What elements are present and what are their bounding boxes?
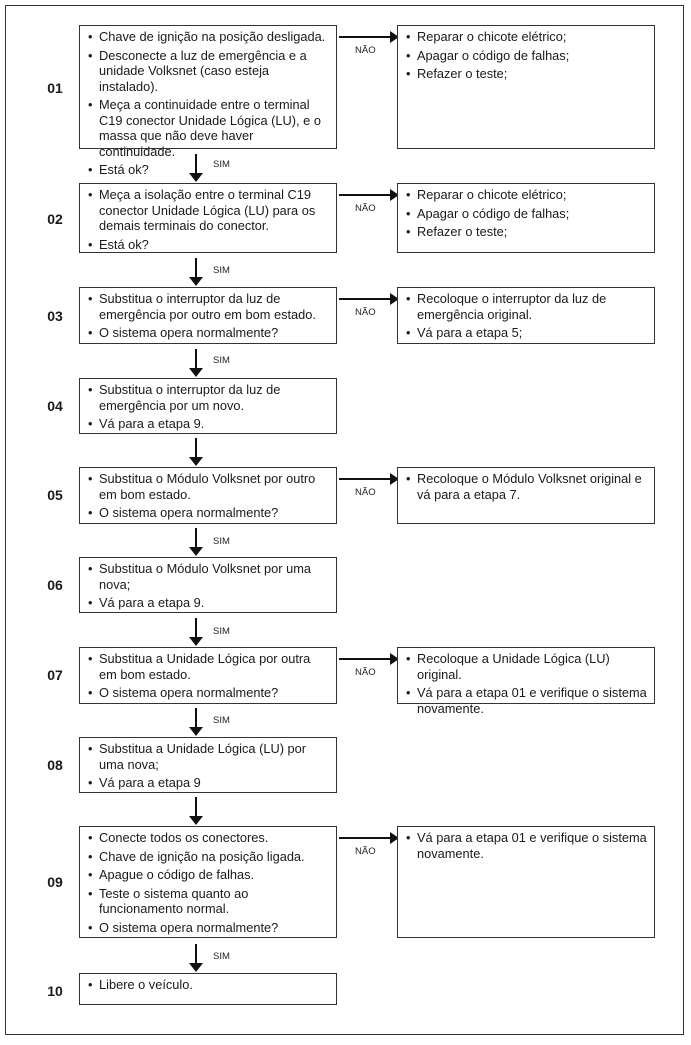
down-arrow-05 xyxy=(188,528,204,556)
step-03-item: • Substitua o interruptor da luz de emergência por outro em bom estado. xyxy=(88,291,330,322)
no-label-02: NÃO xyxy=(355,203,376,214)
step-01-item: • Chave de ignição na posição desligada. xyxy=(88,29,330,45)
step-09-no-box xyxy=(397,826,655,938)
step-07-no-item: • Vá para a etapa 01 e verifique o sistema novamente. xyxy=(406,685,648,716)
no-arrow-01 xyxy=(339,31,399,43)
no-arrow-07 xyxy=(339,653,399,665)
step-09-box xyxy=(79,826,337,938)
yes-label-02: SIM xyxy=(213,265,230,276)
down-arrow-01 xyxy=(188,154,204,182)
step-05-no-box xyxy=(397,467,655,524)
step-02-item: • Está ok? xyxy=(88,237,330,253)
step-01-item: • Desconecte a luz de emergência e a unidade Volksnet (caso esteja instalado). xyxy=(88,48,330,95)
down-arrow-08 xyxy=(188,797,204,825)
step-01-no-box xyxy=(397,25,655,149)
yes-label-07: SIM xyxy=(213,715,230,726)
step-09-item: • Teste o sistema quanto ao funcionamento normal. xyxy=(88,886,330,917)
step-05-no-item: • Recoloque o Módulo Volksnet original e vá para a etapa 7. xyxy=(406,471,648,502)
step-05-box xyxy=(79,467,337,524)
step-02-no-item: • Reparar o chicote elétrico; xyxy=(406,187,648,203)
step-03-no-item: • Recoloque o interruptor da luz de emergência original. xyxy=(406,291,648,322)
down-arrow-07 xyxy=(188,708,204,736)
step-number-05: 05 xyxy=(47,487,63,503)
yes-label-06: SIM xyxy=(213,626,230,637)
step-number-09: 09 xyxy=(47,874,63,890)
step-08-item: • Substitua a Unidade Lógica (LU) por uma nova; xyxy=(88,741,330,772)
step-03-no-item: • Vá para a etapa 5; xyxy=(406,325,648,341)
no-label-07: NÃO xyxy=(355,667,376,678)
step-07-no-item: • Recoloque a Unidade Lógica (LU) original. xyxy=(406,651,648,682)
yes-label-05: SIM xyxy=(213,536,230,547)
down-arrow-09 xyxy=(188,944,204,972)
step-09-item: • Apague o código de falhas. xyxy=(88,867,330,883)
step-number-04: 04 xyxy=(47,398,63,414)
step-06-item: • Vá para a etapa 9. xyxy=(88,595,330,611)
step-09-item: • O sistema opera normalmente? xyxy=(88,920,330,936)
step-number-07: 07 xyxy=(47,667,63,683)
yes-label-09: SIM xyxy=(213,951,230,962)
down-arrow-03 xyxy=(188,349,204,377)
step-08-box xyxy=(79,737,337,793)
step-03-item: • O sistema opera normalmente? xyxy=(88,325,330,341)
step-05-item: • O sistema opera normalmente? xyxy=(88,505,330,521)
no-arrow-03 xyxy=(339,293,399,305)
yes-label-03: SIM xyxy=(213,355,230,366)
step-01-no-item: • Reparar o chicote elétrico; xyxy=(406,29,648,45)
step-09-no-item: • Vá para a etapa 01 e verifique o sistema novamente. xyxy=(406,830,648,861)
step-07-item: • O sistema opera normalmente? xyxy=(88,685,330,701)
yes-label-01: SIM xyxy=(213,159,230,170)
down-arrow-04 xyxy=(188,438,204,466)
step-01-no-item: • Apagar o código de falhas; xyxy=(406,48,648,64)
step-01-item: • Está ok? xyxy=(88,162,330,178)
no-label-09: NÃO xyxy=(355,846,376,857)
step-02-no-item: • Refazer o teste; xyxy=(406,224,648,240)
step-04-box xyxy=(79,378,337,434)
step-10-item: • Libere o veículo. xyxy=(88,977,330,993)
step-number-10: 10 xyxy=(47,983,63,999)
step-02-box xyxy=(79,183,337,253)
no-arrow-05 xyxy=(339,473,399,485)
step-02-no-box xyxy=(397,183,655,253)
step-02-item: • Meça a isolação entre o terminal C19 conector Unidade Lógica (LU) para os demais terminais do conector. xyxy=(88,187,330,234)
step-09-item: • Conecte todos os conectores. xyxy=(88,830,330,846)
no-arrow-02 xyxy=(339,189,399,201)
step-number-03: 03 xyxy=(47,308,63,324)
step-01-item: • Meça a continuidade entre o terminal C19 conector Unidade Lógica (LU), e o massa que não deve haver continuidade. xyxy=(88,97,330,159)
step-04-item: • Substitua o interruptor da luz de emergência por um novo. xyxy=(88,382,330,413)
no-arrow-09 xyxy=(339,832,399,844)
step-03-box xyxy=(79,287,337,344)
step-04-item: • Vá para a etapa 9. xyxy=(88,416,330,432)
step-number-08: 08 xyxy=(47,757,63,773)
step-02-no-item: • Apagar o código de falhas; xyxy=(406,206,648,222)
down-arrow-02 xyxy=(188,258,204,286)
step-08-item: • Vá para a etapa 9 xyxy=(88,775,330,791)
step-number-06: 06 xyxy=(47,577,63,593)
step-05-item: • Substitua o Módulo Volksnet por outro em bom estado. xyxy=(88,471,330,502)
no-label-03: NÃO xyxy=(355,307,376,318)
down-arrow-06 xyxy=(188,618,204,646)
step-07-box xyxy=(79,647,337,704)
step-number-02: 02 xyxy=(47,211,63,227)
step-06-box xyxy=(79,557,337,613)
step-06-item: • Substitua o Módulo Volksnet por uma nova; xyxy=(88,561,330,592)
step-number-01: 01 xyxy=(47,80,63,96)
step-07-no-box xyxy=(397,647,655,716)
step-07-item: • Substitua a Unidade Lógica por outra em bom estado. xyxy=(88,651,330,682)
step-01-no-item: • Refazer o teste; xyxy=(406,66,648,82)
step-03-no-box xyxy=(397,287,655,344)
no-label-05: NÃO xyxy=(355,487,376,498)
no-label-01: NÃO xyxy=(355,45,376,56)
step-10-box xyxy=(79,973,337,1005)
step-09-item: • Chave de ignição na posição ligada. xyxy=(88,849,330,865)
